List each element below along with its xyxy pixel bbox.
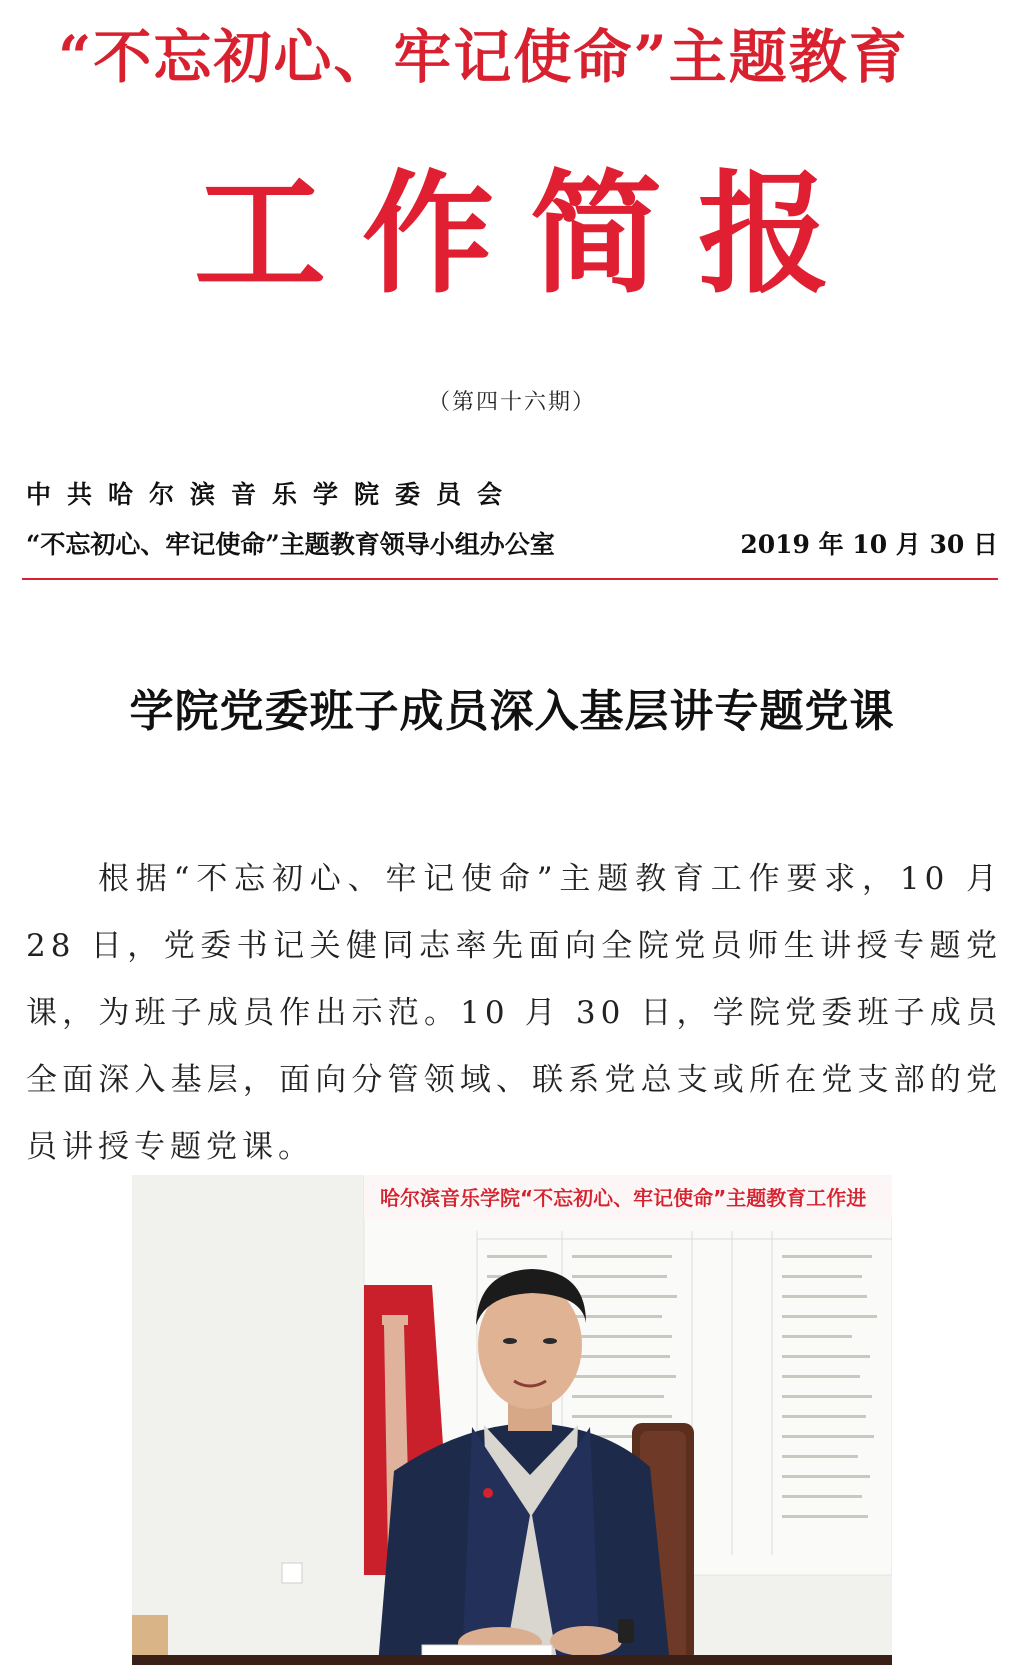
article-body: 根据“不忘初心、牢记使命”主题教育工作要求，10 月 28 日，党委书记关健同志率先面向全院党员师生讲授专题党课，为班子成员作出示范。10 月 30 日，学院党委班子成员全面深入基层，面向分管领域、联系党总支或所在党支部的党员讲授专题党课。 — [26, 861, 1002, 1165]
organization-name: 中共哈尔滨音乐学院委员会 — [26, 480, 519, 509]
header-divider — [22, 578, 998, 580]
publish-date: 2019 年 10 月 30 日 — [740, 530, 998, 559]
article-photo — [132, 1175, 892, 1665]
masthead-title: 工作简报 — [194, 158, 866, 312]
issue-number: （第四十六期） — [427, 390, 596, 415]
article-title: 学院党委班子成员深入基层讲专题党课 — [129, 686, 895, 737]
office-name: “不忘初心、牢记使命”主题教育领导小组办公室 — [26, 530, 555, 559]
wall-sign-text: 哈尔滨音乐学院“不忘初心、牢记使命”主题教育工作进 — [380, 1186, 867, 1210]
banner-title: “不忘初心、牢记使命”主题教育 — [58, 23, 909, 91]
photo-illustration — [132, 1175, 892, 1665]
